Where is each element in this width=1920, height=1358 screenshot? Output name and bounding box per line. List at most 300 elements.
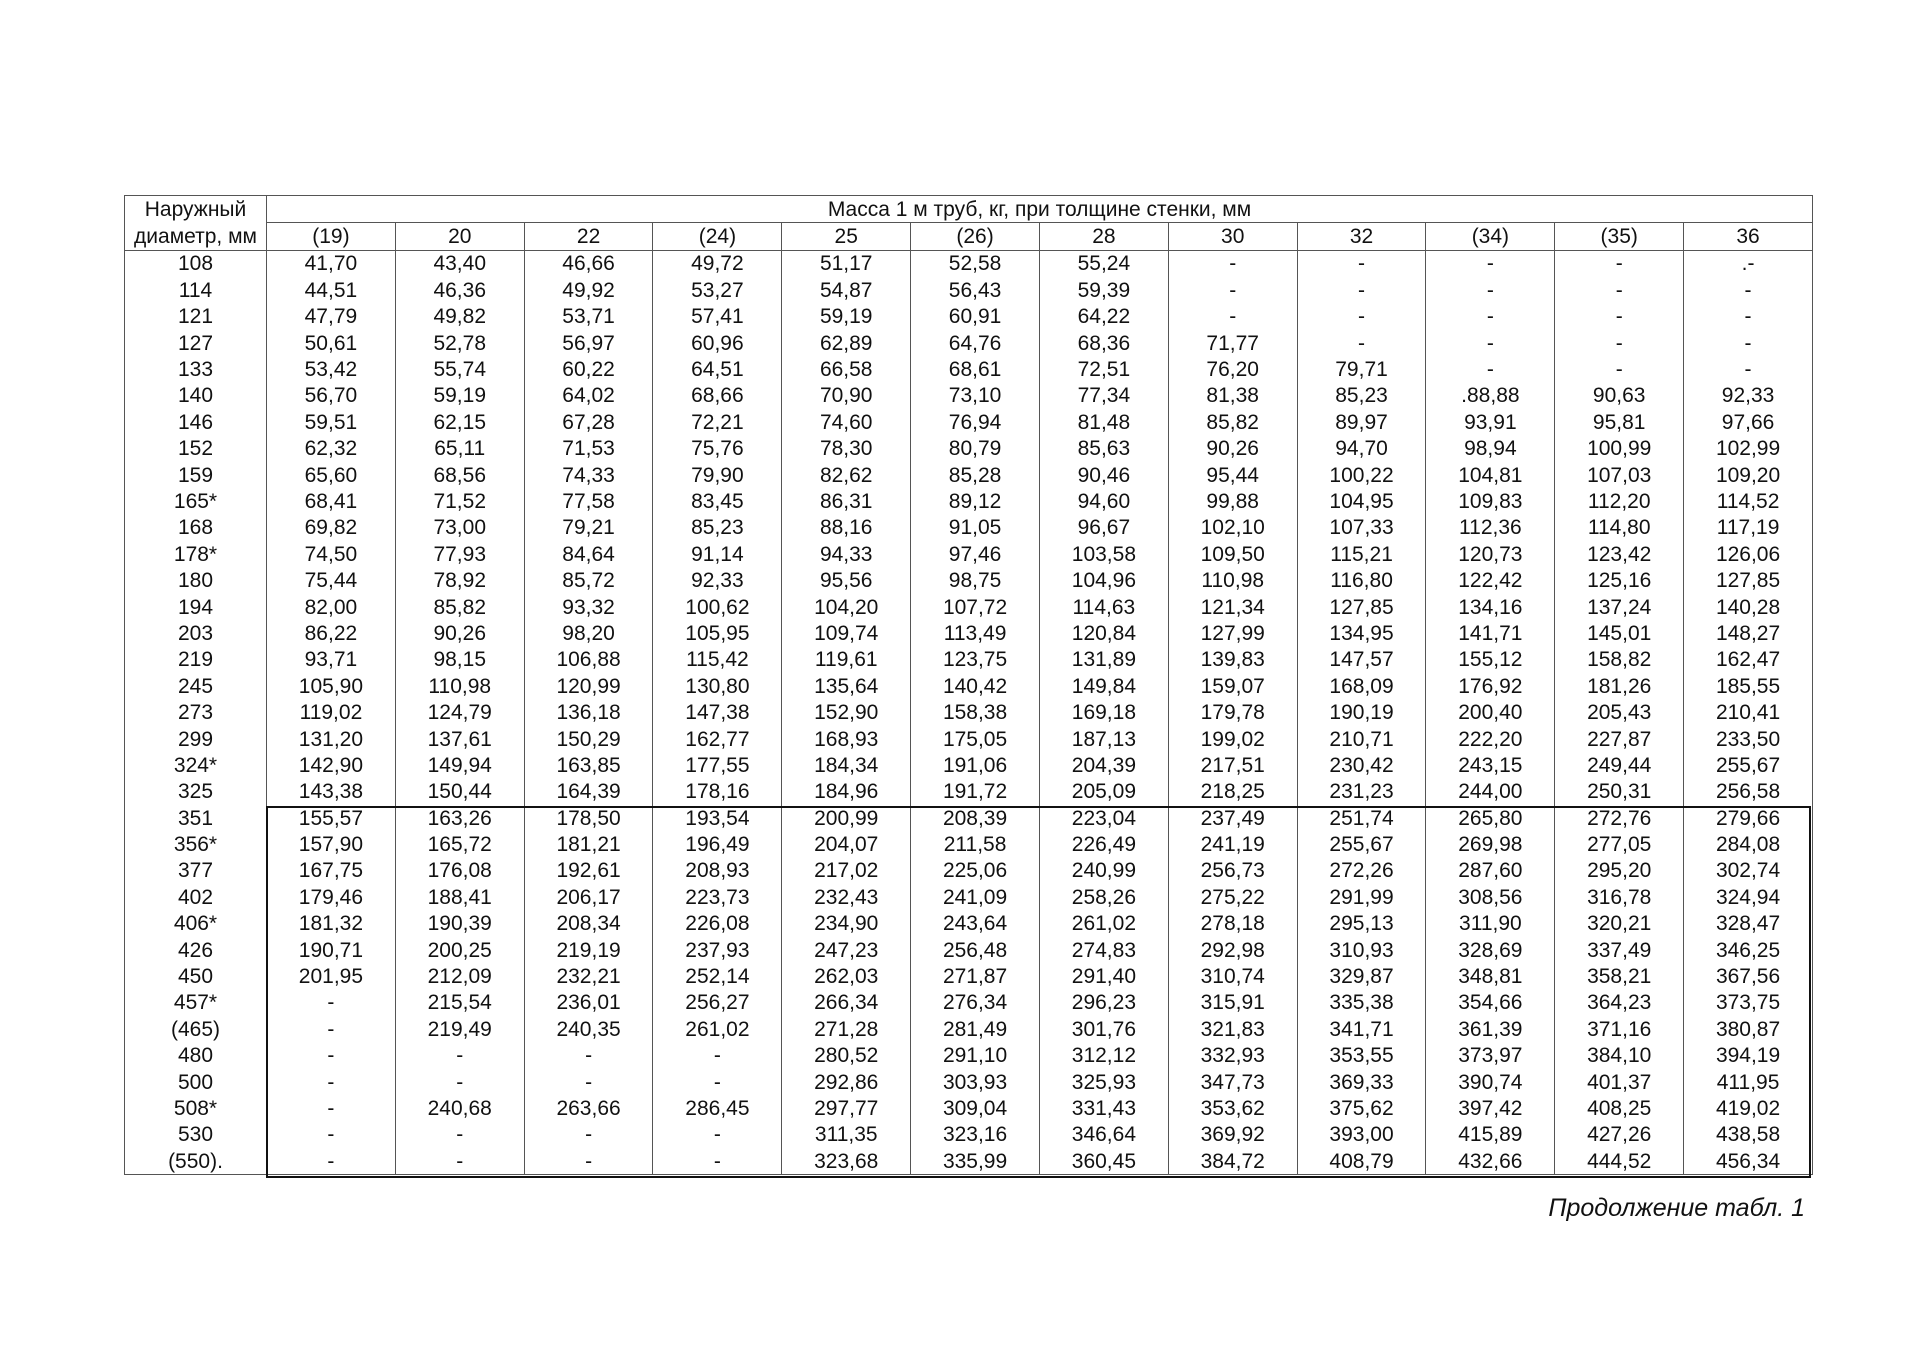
mass-cell: 178,16 <box>653 779 782 805</box>
table-row <box>125 356 1813 382</box>
mass-cell: 226,08 <box>653 911 782 937</box>
mass-cell: 309,04 <box>911 1095 1040 1121</box>
mass-cell: 206,17 <box>524 884 653 910</box>
mass-cell: 64,02 <box>524 383 653 409</box>
mass-cell: 181,21 <box>524 831 653 857</box>
mass-cell: 149,94 <box>395 752 524 778</box>
mass-cell: 120,84 <box>1039 620 1168 646</box>
diameter-cell: 508* <box>125 1095 267 1121</box>
mass-cell: 271,87 <box>911 963 1040 989</box>
mass-cell: 205,43 <box>1555 699 1684 725</box>
diameter-cell: 178* <box>125 541 267 567</box>
table-row <box>125 1069 1813 1095</box>
diameter-cell: 450 <box>125 963 267 989</box>
mass-cell: 337,49 <box>1555 937 1684 963</box>
mass-cell: - <box>1684 277 1813 303</box>
mass-cell: - <box>267 1095 396 1121</box>
mass-cell: 408,25 <box>1555 1095 1684 1121</box>
mass-cell: 292,98 <box>1168 937 1297 963</box>
mass-cell: 131,20 <box>267 726 396 752</box>
mass-cell: 208,93 <box>653 858 782 884</box>
mass-cell: 188,41 <box>395 884 524 910</box>
thickness-header-cell: (34) <box>1426 223 1555 250</box>
mass-cell: 68,56 <box>395 462 524 488</box>
mass-cell: 208,39 <box>911 805 1040 831</box>
mass-cell: 256,27 <box>653 990 782 1016</box>
mass-cell: 217,02 <box>782 858 911 884</box>
mass-cell: 237,49 <box>1168 805 1297 831</box>
mass-cell: 397,42 <box>1426 1095 1555 1121</box>
mass-cell: 255,67 <box>1684 752 1813 778</box>
mass-cell: 168,09 <box>1297 673 1426 699</box>
mass-cell: 291,10 <box>911 1043 1040 1069</box>
mass-cell: - <box>1426 250 1555 277</box>
mass-cell: 237,93 <box>653 937 782 963</box>
mass-cell: 65,60 <box>267 462 396 488</box>
mass-cell: - <box>1555 304 1684 330</box>
mass-cell: 81,38 <box>1168 383 1297 409</box>
mass-cell: 105,95 <box>653 620 782 646</box>
mass-cell: - <box>395 1122 524 1148</box>
mass-cell: 217,51 <box>1168 752 1297 778</box>
mass-cell: 112,36 <box>1426 515 1555 541</box>
mass-cell: 46,36 <box>395 277 524 303</box>
mass-cell: 311,35 <box>782 1122 911 1148</box>
mass-cell: 286,45 <box>653 1095 782 1121</box>
mass-cell: 271,28 <box>782 1016 911 1042</box>
mass-cell: 308,56 <box>1426 884 1555 910</box>
mass-cell: 104,96 <box>1039 567 1168 593</box>
mass-cell: - <box>1555 277 1684 303</box>
mass-cell: 162,77 <box>653 726 782 752</box>
mass-cell: 140,28 <box>1684 594 1813 620</box>
mass-cell: 90,26 <box>1168 436 1297 462</box>
mass-cell: 272,26 <box>1297 858 1426 884</box>
mass-cell: 100,62 <box>653 594 782 620</box>
diameter-cell: 133 <box>125 356 267 382</box>
mass-cell: 121,34 <box>1168 594 1297 620</box>
mass-cell: 107,72 <box>911 594 1040 620</box>
mass-cell: 302,74 <box>1684 858 1813 884</box>
mass-cell: 328,69 <box>1426 937 1555 963</box>
mass-cell: 124,79 <box>395 699 524 725</box>
mass-cell: 55,24 <box>1039 250 1168 277</box>
mass-cell: 145,01 <box>1555 620 1684 646</box>
mass-cell: 79,90 <box>653 462 782 488</box>
diameter-cell: 406* <box>125 911 267 937</box>
mass-cell: 98,94 <box>1426 436 1555 462</box>
mass-cell: 291,40 <box>1039 963 1168 989</box>
table-row <box>125 963 1813 989</box>
mass-cell: 49,92 <box>524 277 653 303</box>
mass-cell: .- <box>1684 250 1813 277</box>
mass-cell: 201,95 <box>267 963 396 989</box>
mass-cell: 312,12 <box>1039 1043 1168 1069</box>
mass-cell: 117,19 <box>1684 515 1813 541</box>
mass-cell: 68,36 <box>1039 330 1168 356</box>
mass-cell: 85,28 <box>911 462 1040 488</box>
mass-cell: 223,73 <box>653 884 782 910</box>
mass-cell: 66,58 <box>782 356 911 382</box>
mass-cell: 72,51 <box>1039 356 1168 382</box>
mass-cell: 94,70 <box>1297 436 1426 462</box>
mass-cell: 95,44 <box>1168 462 1297 488</box>
mass-cell: 134,16 <box>1426 594 1555 620</box>
mass-cell: - <box>1168 304 1297 330</box>
mass-cell: 85,23 <box>1297 383 1426 409</box>
mass-cell: 184,34 <box>782 752 911 778</box>
mass-cell: 107,03 <box>1555 462 1684 488</box>
mass-cell: 280,52 <box>782 1043 911 1069</box>
mass-cell: 291,99 <box>1297 884 1426 910</box>
mass-cell: 92,33 <box>653 567 782 593</box>
mass-cell: 123,75 <box>911 647 1040 673</box>
table-row <box>125 515 1813 541</box>
mass-cell: 62,89 <box>782 330 911 356</box>
diameter-cell: (465) <box>125 1016 267 1042</box>
mass-cell: 136,18 <box>524 699 653 725</box>
mass-cell: 67,28 <box>524 409 653 435</box>
diameter-cell: 121 <box>125 304 267 330</box>
table-row <box>125 1148 1813 1175</box>
mass-cell: 104,95 <box>1297 488 1426 514</box>
mass-cell: 114,63 <box>1039 594 1168 620</box>
mass-cell: 277,05 <box>1555 831 1684 857</box>
mass-cell: 54,87 <box>782 277 911 303</box>
mass-cell: 98,20 <box>524 620 653 646</box>
diameter-cell: 114 <box>125 277 267 303</box>
diameter-cell: (550). <box>125 1148 267 1175</box>
mass-cell: 297,77 <box>782 1095 911 1121</box>
mass-cell: - <box>1684 304 1813 330</box>
mass-cell: 142,90 <box>267 752 396 778</box>
mass-cell: 415,89 <box>1426 1122 1555 1148</box>
mass-cell: 163,85 <box>524 752 653 778</box>
mass-cell: 241,19 <box>1168 831 1297 857</box>
diameter-cell: 168 <box>125 515 267 541</box>
mass-cell: 281,49 <box>911 1016 1040 1042</box>
mass-cell: 56,97 <box>524 330 653 356</box>
mass-cell: 51,17 <box>782 250 911 277</box>
mass-cell: 364,23 <box>1555 990 1684 1016</box>
mass-cell: - <box>267 990 396 1016</box>
diameter-cell: 480 <box>125 1043 267 1069</box>
mass-cell: 52,58 <box>911 250 1040 277</box>
mass-cell: 390,74 <box>1426 1069 1555 1095</box>
mass-cell: - <box>1426 304 1555 330</box>
mass-cell: 252,14 <box>653 963 782 989</box>
mass-cell: 72,21 <box>653 409 782 435</box>
diameter-cell: 219 <box>125 647 267 673</box>
mass-cell: 353,62 <box>1168 1095 1297 1121</box>
mass-cell: 43,40 <box>395 250 524 277</box>
mass-cell: 62,32 <box>267 436 396 462</box>
mass-cell: 127,85 <box>1684 567 1813 593</box>
mass-cell: 210,71 <box>1297 726 1426 752</box>
mass-cell: 119,61 <box>782 647 911 673</box>
mass-cell: 222,20 <box>1426 726 1555 752</box>
thickness-header-cell: (19) <box>267 223 396 250</box>
mass-cell: 134,95 <box>1297 620 1426 646</box>
mass-cell: 287,60 <box>1426 858 1555 884</box>
mass-cell: 193,54 <box>653 805 782 831</box>
mass-cell: 47,79 <box>267 304 396 330</box>
mass-cell: 175,05 <box>911 726 1040 752</box>
mass-cell: 323,68 <box>782 1148 911 1175</box>
mass-cell: - <box>1297 250 1426 277</box>
mass-cell: 78,92 <box>395 567 524 593</box>
mass-cell: 59,19 <box>782 304 911 330</box>
mass-cell: 234,90 <box>782 911 911 937</box>
diameter-cell: 159 <box>125 462 267 488</box>
mass-cell: 79,71 <box>1297 356 1426 382</box>
mass-cell: 348,81 <box>1426 963 1555 989</box>
mass-cell: 329,87 <box>1297 963 1426 989</box>
mass-cell: 89,12 <box>911 488 1040 514</box>
mass-cell: 292,86 <box>782 1069 911 1095</box>
mass-cell: 56,70 <box>267 383 396 409</box>
mass-cell: 62,15 <box>395 409 524 435</box>
mass-cell: 150,29 <box>524 726 653 752</box>
mass-cell: 109,74 <box>782 620 911 646</box>
mass-cell: 233,50 <box>1684 726 1813 752</box>
mass-cell: 295,20 <box>1555 858 1684 884</box>
mass-cell: 85,23 <box>653 515 782 541</box>
table-row <box>125 805 1813 831</box>
table-header <box>125 196 1813 251</box>
diameter-header-bottom: диаметр, мм <box>125 223 267 250</box>
mass-cell: 94,33 <box>782 541 911 567</box>
mass-cell: 394,19 <box>1684 1043 1813 1069</box>
mass-cell: 244,00 <box>1426 779 1555 805</box>
mass-cell: 275,22 <box>1168 884 1297 910</box>
mass-cell: - <box>267 1122 396 1148</box>
mass-cell: 55,74 <box>395 356 524 382</box>
mass-cell: 419,02 <box>1684 1095 1813 1121</box>
mass-cell: - <box>395 1148 524 1175</box>
mass-cell: 165,72 <box>395 831 524 857</box>
mass-cell: 68,66 <box>653 383 782 409</box>
mass-cell: 92,33 <box>1684 383 1813 409</box>
mass-cell: 86,22 <box>267 620 396 646</box>
mass-cell: 100,99 <box>1555 436 1684 462</box>
mass-cell: 113,49 <box>911 620 1040 646</box>
mass-cell: 169,18 <box>1039 699 1168 725</box>
mass-cell: 105,90 <box>267 673 396 699</box>
mass-cell: - <box>267 1016 396 1042</box>
mass-cell: 265,80 <box>1426 805 1555 831</box>
mass-cell: 60,91 <box>911 304 1040 330</box>
mass-cell: 310,93 <box>1297 937 1426 963</box>
mass-cell: 243,64 <box>911 911 1040 937</box>
mass-cell: - <box>1555 356 1684 382</box>
mass-cell: 150,44 <box>395 779 524 805</box>
mass-cell: 95,56 <box>782 567 911 593</box>
diameter-cell: 325 <box>125 779 267 805</box>
header-row-top <box>125 196 1813 223</box>
mass-cell: 303,93 <box>911 1069 1040 1095</box>
table-row <box>125 831 1813 857</box>
diameter-cell: 351 <box>125 805 267 831</box>
mass-cell: - <box>653 1069 782 1095</box>
table-row <box>125 726 1813 752</box>
mass-cell: 274,83 <box>1039 937 1168 963</box>
mass-cell: 60,22 <box>524 356 653 382</box>
mass-cell: - <box>1168 250 1297 277</box>
table-caption: Продолжение табл. 1 <box>1548 1194 1805 1222</box>
mass-cell: 261,02 <box>1039 911 1168 937</box>
mass-cell: 86,31 <box>782 488 911 514</box>
mass-cell: 266,34 <box>782 990 911 1016</box>
mass-cell: 369,33 <box>1297 1069 1426 1095</box>
mass-cell: 77,58 <box>524 488 653 514</box>
table-row <box>125 990 1813 1016</box>
mass-cell: - <box>1297 330 1426 356</box>
mass-header: Масса 1 м труб, кг, при толщине стенки, мм <box>267 196 1813 223</box>
mass-cell: 158,82 <box>1555 647 1684 673</box>
mass-cell: 131,89 <box>1039 647 1168 673</box>
mass-cell: 147,38 <box>653 699 782 725</box>
diameter-cell: 500 <box>125 1069 267 1095</box>
mass-cell: - <box>1555 330 1684 356</box>
mass-cell: 112,20 <box>1555 488 1684 514</box>
mass-cell: 247,23 <box>782 937 911 963</box>
mass-cell: 120,99 <box>524 673 653 699</box>
mass-cell: 200,25 <box>395 937 524 963</box>
mass-cell: - <box>653 1043 782 1069</box>
mass-cell: 393,00 <box>1297 1122 1426 1148</box>
mass-cell: 157,90 <box>267 831 396 857</box>
mass-cell: 373,97 <box>1426 1043 1555 1069</box>
mass-cell: 94,60 <box>1039 488 1168 514</box>
mass-cell: 59,51 <box>267 409 396 435</box>
mass-cell: 324,94 <box>1684 884 1813 910</box>
mass-cell: 71,52 <box>395 488 524 514</box>
mass-cell: 75,44 <box>267 567 396 593</box>
mass-cell: 164,39 <box>524 779 653 805</box>
mass-cell: 73,00 <box>395 515 524 541</box>
diameter-cell: 194 <box>125 594 267 620</box>
diameter-cell: 245 <box>125 673 267 699</box>
mass-cell: 85,63 <box>1039 436 1168 462</box>
mass-cell: 83,45 <box>653 488 782 514</box>
table-row <box>125 884 1813 910</box>
mass-cell: 346,64 <box>1039 1122 1168 1148</box>
mass-cell: 354,66 <box>1426 990 1555 1016</box>
diameter-cell: 165* <box>125 488 267 514</box>
mass-cell: 353,55 <box>1297 1043 1426 1069</box>
mass-cell: 115,21 <box>1297 541 1426 567</box>
thickness-header-cell: 28 <box>1039 223 1168 250</box>
mass-cell: 106,88 <box>524 647 653 673</box>
mass-cell: 90,26 <box>395 620 524 646</box>
mass-cell: 98,75 <box>911 567 1040 593</box>
mass-cell: 279,66 <box>1684 805 1813 831</box>
mass-cell: 75,76 <box>653 436 782 462</box>
mass-cell: 140,42 <box>911 673 1040 699</box>
mass-cell: 296,23 <box>1039 990 1168 1016</box>
mass-cell: 114,80 <box>1555 515 1684 541</box>
diameter-cell: 180 <box>125 567 267 593</box>
mass-cell: 53,71 <box>524 304 653 330</box>
mass-cell: 148,27 <box>1684 620 1813 646</box>
mass-cell: 64,51 <box>653 356 782 382</box>
mass-cell: 176,92 <box>1426 673 1555 699</box>
mass-cell: 375,62 <box>1297 1095 1426 1121</box>
mass-cell: 196,49 <box>653 831 782 857</box>
mass-cell: 50,61 <box>267 330 396 356</box>
mass-cell: 116,80 <box>1297 567 1426 593</box>
mass-cell: 335,38 <box>1297 990 1426 1016</box>
mass-cell: 120,73 <box>1426 541 1555 567</box>
thickness-header-cell: 32 <box>1297 223 1426 250</box>
diameter-cell: 273 <box>125 699 267 725</box>
mass-cell: 301,76 <box>1039 1016 1168 1042</box>
mass-cell: 100,22 <box>1297 462 1426 488</box>
mass-cell: 219,19 <box>524 937 653 963</box>
mass-cell: 158,38 <box>911 699 1040 725</box>
mass-cell: 89,97 <box>1297 409 1426 435</box>
mass-cell: 110,98 <box>1168 567 1297 593</box>
mass-cell: 208,34 <box>524 911 653 937</box>
mass-cell: 411,95 <box>1684 1069 1813 1095</box>
mass-cell: 191,72 <box>911 779 1040 805</box>
mass-cell: 162,47 <box>1684 647 1813 673</box>
mass-cell: 361,39 <box>1426 1016 1555 1042</box>
mass-cell: 57,41 <box>653 304 782 330</box>
mass-cell: 90,63 <box>1555 383 1684 409</box>
mass-cell: 93,91 <box>1426 409 1555 435</box>
mass-cell: 68,61 <box>911 356 1040 382</box>
mass-cell: 137,24 <box>1555 594 1684 620</box>
mass-cell: .88,88 <box>1426 383 1555 409</box>
mass-cell: 250,31 <box>1555 779 1684 805</box>
mass-cell: 139,83 <box>1168 647 1297 673</box>
table-row <box>125 752 1813 778</box>
mass-cell: - <box>1426 277 1555 303</box>
mass-cell: 335,99 <box>911 1148 1040 1175</box>
mass-cell: 219,49 <box>395 1016 524 1042</box>
mass-cell: 79,21 <box>524 515 653 541</box>
thickness-header-cell: 22 <box>524 223 653 250</box>
mass-cell: 371,16 <box>1555 1016 1684 1042</box>
mass-cell: 130,80 <box>653 673 782 699</box>
table-row <box>125 1043 1813 1069</box>
mass-cell: 77,34 <box>1039 383 1168 409</box>
mass-cell: 438,58 <box>1684 1122 1813 1148</box>
mass-cell: 325,93 <box>1039 1069 1168 1095</box>
mass-cell: 90,46 <box>1039 462 1168 488</box>
mass-cell: 69,82 <box>267 515 396 541</box>
mass-cell: 65,11 <box>395 436 524 462</box>
mass-cell: 53,27 <box>653 277 782 303</box>
mass-cell: 123,42 <box>1555 541 1684 567</box>
mass-cell: 360,45 <box>1039 1148 1168 1175</box>
mass-cell: 109,20 <box>1684 462 1813 488</box>
mass-cell: 163,26 <box>395 805 524 831</box>
mass-cell: 346,25 <box>1684 937 1813 963</box>
diameter-cell: 127 <box>125 330 267 356</box>
mass-cell: 369,92 <box>1168 1122 1297 1148</box>
mass-cell: 85,82 <box>395 594 524 620</box>
table-row <box>125 277 1813 303</box>
mass-cell: 179,78 <box>1168 699 1297 725</box>
mass-cell: 109,83 <box>1426 488 1555 514</box>
diameter-cell: 203 <box>125 620 267 646</box>
mass-cell: 127,99 <box>1168 620 1297 646</box>
mass-cell: 284,08 <box>1684 831 1813 857</box>
mass-cell: 64,76 <box>911 330 1040 356</box>
